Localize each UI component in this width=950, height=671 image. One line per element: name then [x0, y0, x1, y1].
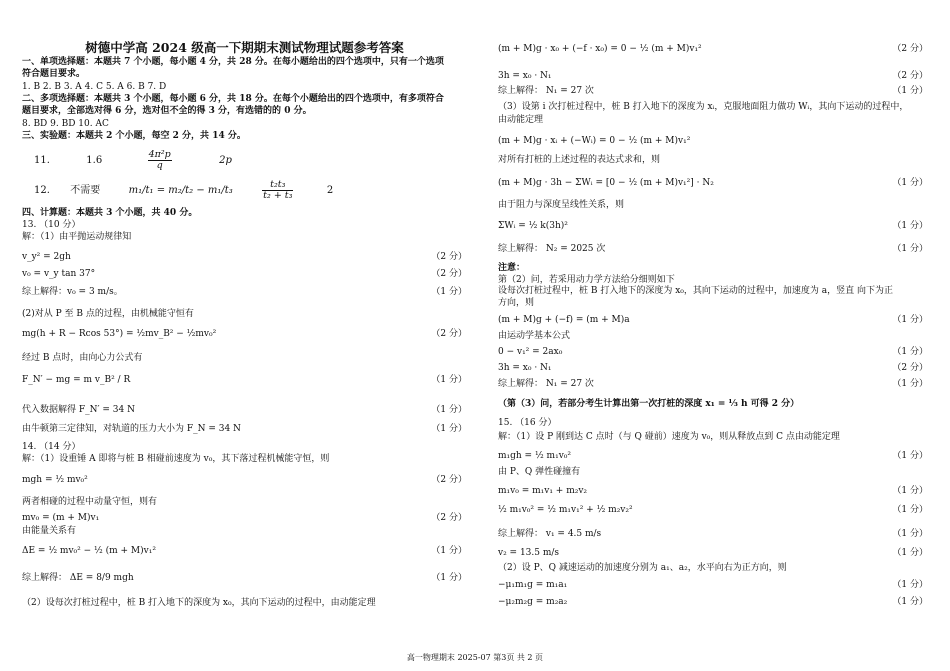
right-line-text: (m + M)g · xᵢ + (−Wᵢ) = 0 − ½ (m + M)v₁²: [498, 136, 691, 146]
right-line-text: （第（3）问，若部分考生计算出第一次打桩的深度 x₁ = ⅓ h 可得 2 分）: [498, 399, 800, 409]
right-line: [498, 466, 928, 478]
score-points: （1 分）: [892, 451, 928, 461]
left-line: [22, 352, 467, 364]
exp-12-answer-3-numerator: t₂t₃: [262, 180, 293, 191]
right-line-text: 综上解得： N₂ = 2025 次: [498, 244, 606, 254]
left-line: [22, 496, 467, 508]
right-line-text: 第（2）问，若采用动力学方法给分细则如下: [498, 275, 675, 285]
left-line: [22, 374, 467, 386]
exp-11-answer-3: 2p: [219, 155, 232, 166]
left-line: [22, 68, 467, 80]
left-line: [22, 423, 467, 435]
right-line: [498, 398, 928, 410]
right-line: [498, 199, 928, 211]
exp-12-answer-1: 不需要: [70, 185, 101, 196]
right-line: [498, 562, 928, 574]
left-line-text: 两者相碰的过程中动量守恒，则有: [22, 497, 158, 507]
left-line-text: 8. BD 9. BD 10. AC: [22, 119, 109, 129]
right-line: [498, 177, 928, 189]
left-line: [22, 404, 467, 416]
right-line: [498, 85, 928, 97]
exp-12-number: 12.: [34, 185, 50, 196]
left-line-text: 一、单项选择题：本题共 7 个小题，每小题 4 分，共 28 分。在每小题给出的四个选项中，只有一个选项: [22, 57, 444, 67]
left-line-text: （2）设每次打桩过程中，桩 B 打入地下的深度为 x₀，其向下运动的过程中，由动能定理: [22, 598, 376, 608]
right-line-text: 综上解得： N₁ = 27 次: [498, 379, 594, 389]
score-points: （2 分）: [431, 269, 467, 279]
left-line-text: 四、计算题：本题共 3 个小题，共 40 分。: [22, 208, 198, 218]
right-line-text: 由动能定理: [498, 115, 544, 125]
right-line: [498, 504, 928, 516]
score-points: （1 分）: [892, 244, 928, 254]
right-line-text: 方向，则: [498, 298, 535, 308]
left-line-text: 14. （14 分）: [22, 442, 81, 452]
left-line: [22, 308, 467, 320]
right-line-text: 0 − v₁² = 2ax₀: [498, 347, 563, 357]
left-line: [22, 81, 467, 93]
left-line: [22, 512, 467, 524]
right-line-text: v₂ = 13.5 m/s: [498, 548, 560, 558]
score-points: （1 分）: [431, 546, 467, 556]
right-line: [498, 330, 928, 342]
left-line-text: mg(h + R − Rcos 53°) = ½mv_B² − ½mv₀²: [22, 329, 217, 339]
right-line-text: 综上解得： N₁ = 27 次: [498, 86, 594, 96]
right-line-text: （2）设 P、Q 减速运动的加速度分别为 a₁、a₂，水平向右为正方向，则: [498, 563, 787, 573]
right-line: [498, 547, 928, 559]
left-line-text: 1. B 2. B 3. A 4. C 5. A 6. B 7. D: [22, 82, 167, 92]
left-line-text: 13. （10 分）: [22, 220, 81, 230]
score-points: （1 分）: [431, 405, 467, 415]
right-line: [498, 596, 928, 608]
score-points: （1 分）: [431, 375, 467, 385]
left-line-text: 三、实验题：本题共 2 个小题，每空 2 分，共 14 分。: [22, 131, 246, 141]
right-line: [498, 262, 928, 274]
exp-11-answer-2: [148, 150, 172, 171]
right-line: [498, 579, 928, 591]
score-points: （1 分）: [892, 86, 928, 96]
right-line-text: 解：（1）设 P 刚到达 C 点时（与 Q 碰前）速度为 v₀，则从释放点到 C 点由动能定理: [498, 432, 840, 442]
exp-11-row: [34, 150, 232, 171]
left-line-text: 解：（1）由平抛运动规律知: [22, 232, 132, 242]
score-points: （1 分）: [892, 347, 928, 357]
left-column: [22, 0, 467, 671]
right-line-text: 3h = x₀ · N₁: [498, 363, 552, 373]
right-line: [498, 154, 928, 166]
left-line-text: mgh = ½ mv₀²: [22, 475, 88, 485]
left-line: [22, 453, 467, 465]
right-line-text: −μ₁m₁g = m₁a₁: [498, 580, 568, 590]
right-line: [498, 101, 928, 113]
right-line-text: (m + M)g · 3h − ΣWᵢ = [0 − ½ (m + M)v₁²] · N₂: [498, 178, 714, 188]
left-line-text: 解：（1）设重锤 A 即将与桩 B 相碰前速度为 v₀，其下落过程机械能守恒，则: [22, 454, 330, 464]
right-line-text: (m + M)g + (−f) = (m + M)a: [498, 315, 630, 325]
left-line-text: 二、多项选择题：本题共 3 个小题，每小题 6 分，共 18 分。在每个小题给出的四个选项中，有多项符合: [22, 94, 444, 104]
left-line: [22, 231, 467, 243]
exp-12-answer-3-denominator: t₂ + t₃: [263, 190, 293, 201]
left-line: [22, 286, 467, 298]
score-points: （1 分）: [892, 529, 928, 539]
right-line: [498, 314, 928, 326]
left-line: [22, 251, 467, 263]
right-line: [498, 70, 928, 82]
left-line-text: (2)对从 P 至 B 点的过程，由机械能守恒有: [22, 309, 194, 319]
exp-12-answer-2: m₁/t₁ = m₂/t₂ − m₁/t₃: [128, 185, 233, 196]
score-points: （1 分）: [892, 580, 928, 590]
score-points: （2 分）: [892, 363, 928, 373]
score-points: （1 分）: [431, 573, 467, 583]
right-line-text: 由于阻力与深度呈线性关系，则: [498, 200, 625, 210]
left-line-text: 经过 B 点时，由向心力公式有: [22, 353, 143, 363]
left-line: [22, 545, 467, 557]
exp-11-number: 11.: [34, 155, 50, 166]
left-line: [22, 441, 467, 453]
exp-11-answer-2-denominator: q: [156, 160, 163, 171]
right-line: [498, 346, 928, 358]
right-line: [498, 450, 928, 462]
page-footer: 高一物理期末 2025-07 第3页 共 2 页: [406, 653, 544, 662]
score-points: （2 分）: [431, 513, 467, 523]
left-line: [22, 130, 467, 142]
score-points: （1 分）: [892, 505, 928, 515]
left-line-text: 综上解得： ΔE = 8/9 mgh: [22, 573, 134, 583]
right-line: [498, 417, 928, 429]
right-line: [498, 297, 928, 309]
left-line-text: 由牛顿第三定律知，对轨道的压力大小为 F_N = 34 N: [22, 424, 241, 434]
left-line-text: 综上解得：v₀ = 3 m/s。: [22, 287, 123, 297]
left-line: [22, 474, 467, 486]
score-points: （2 分）: [431, 252, 467, 262]
right-line: [498, 135, 928, 147]
left-line: [22, 56, 467, 68]
right-line: [498, 243, 928, 255]
exp-12-answer-4: 2: [326, 185, 334, 196]
left-line-text: 代入数据解得 F_N′ = 34 N: [22, 405, 135, 415]
right-line-text: 3h = x₀ · N₁: [498, 71, 552, 81]
left-line: [22, 93, 467, 105]
right-line: [498, 220, 928, 232]
left-line: [22, 328, 467, 340]
left-line: [22, 105, 467, 117]
right-line-text: m₁v₀ = m₁v₁ + m₂v₂: [498, 486, 588, 496]
right-line-text: 注意：: [498, 263, 526, 273]
score-points: （1 分）: [892, 597, 928, 607]
right-line-text: 对所有打桩的上述过程的表达式求和，则: [498, 155, 661, 165]
right-line: [498, 285, 928, 297]
score-points: （1 分）: [892, 379, 928, 389]
score-points: （1 分）: [892, 315, 928, 325]
left-line-text: F_N′ − mg = m v_B² / R: [22, 375, 131, 385]
score-points: （1 分）: [892, 548, 928, 558]
right-line-text: 由 P、Q 弹性碰撞有: [498, 467, 581, 477]
right-line: [498, 362, 928, 374]
right-line-text: (m + M)g · x₀ + (−f · x₀) = 0 − ½ (m + M)v₁²: [498, 44, 702, 54]
left-line: [22, 118, 467, 130]
right-line: [498, 431, 928, 443]
left-line: [22, 597, 467, 609]
score-points: （2 分）: [431, 329, 467, 339]
right-line-text: 综上解得： v₁ = 4.5 m/s: [498, 529, 602, 539]
left-line-text: 符合题目要求。: [22, 69, 86, 79]
left-line-text: ΔE = ½ mv₀² − ½ (m + M)v₁²: [22, 546, 156, 556]
score-points: （1 分）: [431, 287, 467, 297]
score-points: （1 分）: [431, 424, 467, 434]
right-line-text: （3）设第 i 次打桩过程中，桩 B 打入地下的深度为 xᵢ，克服地面阻力做功 Wᵢ，其向下运动的过程中，: [498, 102, 909, 112]
left-line: [22, 219, 467, 231]
exp-11-answer-1: 1.6: [86, 155, 103, 166]
left-line-text: v₀ = v_y tan 37°: [22, 269, 96, 279]
page-title: 树德中学高 2024 级高一下期期末测试物理试题参考答案: [85, 40, 404, 55]
score-points: （2 分）: [892, 44, 928, 54]
right-line-text: 15. （16 分）: [498, 418, 557, 428]
right-line-text: −μ₂m₂g = m₂a₂: [498, 597, 568, 607]
left-line-text: 题目要求，全部选对得 6 分，选对但不全的得 3 分，有选错的的 0 分。: [22, 106, 312, 116]
right-line: [498, 114, 928, 126]
right-line-text: 由运动学基本公式: [498, 331, 571, 341]
right-line-text: ½ m₁v₀² = ½ m₁v₁² + ½ m₂v₂²: [498, 505, 633, 515]
exp-11-answer-2-numerator: 4π²p: [148, 149, 171, 160]
exp-12-answer-3: [262, 180, 293, 201]
left-line: [22, 207, 467, 219]
left-line-text: 由能量关系有: [22, 526, 77, 536]
left-line: [22, 525, 467, 537]
right-line-text: 设每次打桩过程中，桩 B 打入地下的深度为 x₀，其向下运动的过程中，加速度为 a，竖直 向下为正: [498, 286, 893, 296]
left-line: [22, 268, 467, 280]
right-line-text: ΣWᵢ = ½ k(3h)²: [498, 221, 568, 231]
right-column: [498, 0, 928, 671]
score-points: （1 分）: [892, 178, 928, 188]
left-line-text: v_y² = 2gh: [22, 252, 71, 262]
right-line-text: m₁gh = ½ m₁v₀²: [498, 451, 571, 461]
score-points: （2 分）: [431, 475, 467, 485]
exp-12-row: [34, 180, 333, 201]
right-line: [498, 528, 928, 540]
right-line: [498, 43, 928, 55]
right-line: [498, 485, 928, 497]
right-line: [498, 378, 928, 390]
score-points: （1 分）: [892, 486, 928, 496]
score-points: （1 分）: [892, 221, 928, 231]
left-line: [22, 572, 467, 584]
score-points: （2 分）: [892, 71, 928, 81]
left-line-text: mv₀ = (m + M)v₁: [22, 513, 100, 523]
